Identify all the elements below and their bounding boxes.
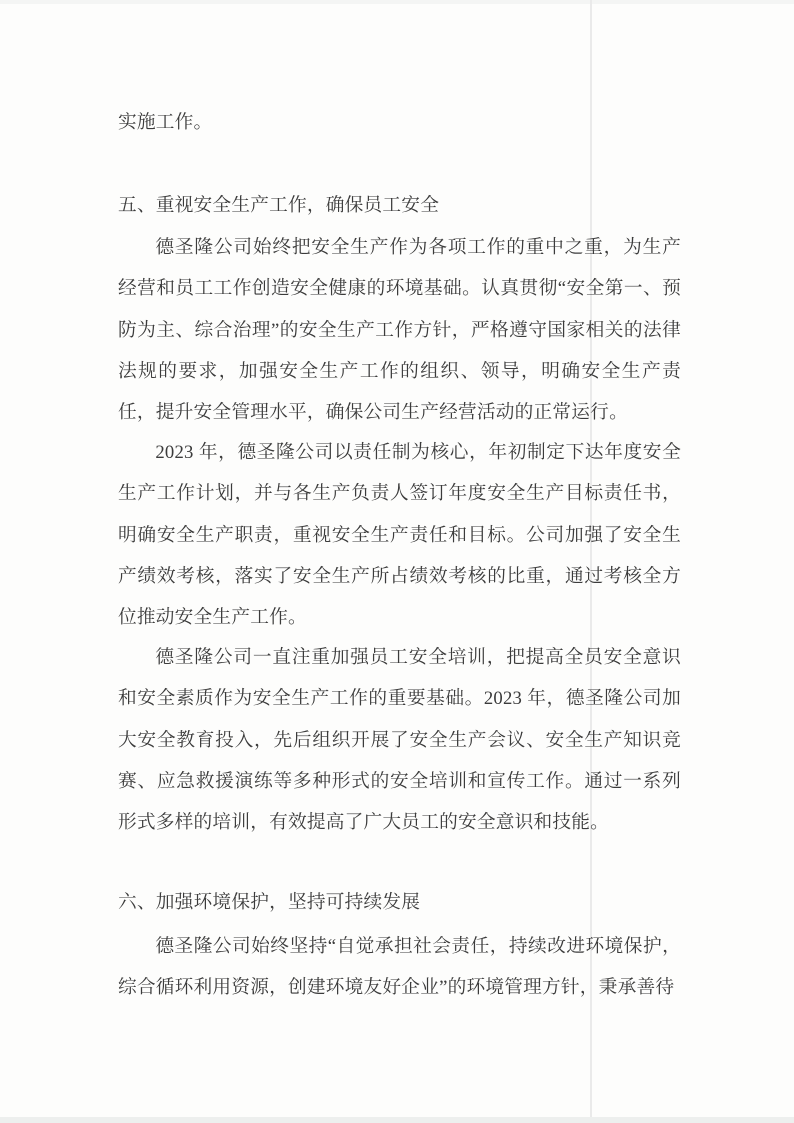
- section5-paragraph-2: 2023 年，德圣隆公司以责任制为核心，年初制定下达年度安全生产工作计划，并与各生产负责人签订年度安全生产目标责任书，明确安全生产职责，重视安全生产责任和目标。公司加强了安全生产绩效考核，落实了安全生产所占绩效考核的比重，通过考核全方位推动安全生产工作。: [118, 442, 681, 629]
- section6-paragraph-1: 德圣隆公司始终坚持“自觉承担社会责任，持续改进环境保护，综合循环利用资源，创建环境友好企业”的环境管理方针，秉承善待: [118, 936, 681, 999]
- section5-paragraph-1: 德圣隆公司始终把安全生产作为各项工作的重中之重，为生产经营和员工工作创造安全健康的环境基础。认真贯彻“安全第一、预防为主、综合治理”的安全生产工作方针，严格遵守国家相关的法律法规的要求，加强安全生产工作的组织、领导，明确安全生产责任，提升安全管理水平，确保公司生产经营活动的正常运行。: [118, 237, 681, 424]
- section6-heading: 六、加强环境保护，坚持可持续发展: [118, 892, 421, 913]
- section5-heading: 五、重视安全生产工作，确保员工安全: [118, 195, 440, 216]
- scan-artifact-bottom-edge: [0, 1117, 794, 1123]
- scan-artifact-top-edge: [0, 0, 794, 4]
- section5-paragraph-3: 德圣隆公司一直注重加强员工安全培训，把提高全员安全意识和安全素质作为安全生产工作的重要基础。2023 年，德圣隆公司加大安全教育投入，先后组织开展了安全生产会议、安全生产知识竞赛、应急救援演练等多种形式的安全培训和宣传工作。通过一系列形式多样的培训，有效提高了广大员工的安全意识和技能。: [118, 647, 681, 834]
- paragraph-continuation: 实施工作。: [118, 112, 213, 133]
